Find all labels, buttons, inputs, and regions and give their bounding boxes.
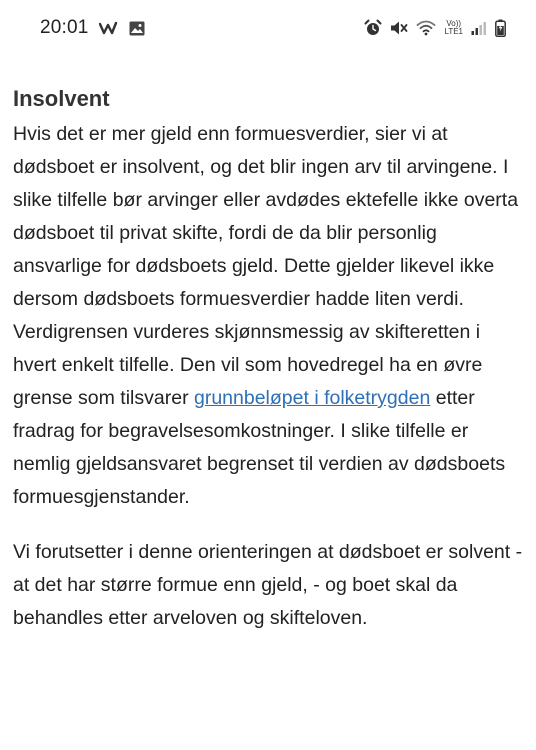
volte-label-bottom: LTE1 [444,27,463,36]
status-time: 20:01 [40,17,89,38]
grunnbelop-link[interactable]: grunnbeløpet i folketrygden [193,387,431,409]
signal-icon [471,21,487,35]
section-heading: Insolvent [13,86,110,111]
status-bar [0,0,536,56]
paragraph-insolvent [13,118,523,514]
alarm-icon [364,19,382,37]
paragraph-solvent: Vi forutsetter i denne orienteringen at dødsboet er solvent - at det har større formue enn gjeld, - og boet skal da behandles etter arveloven og skifteloven. [13,541,523,629]
volte-icon [444,20,463,36]
image-icon [129,21,145,36]
paragraph-text-before-link: Hvis det er mer gjeld enn formuesverdier, sier vi at dødsboet er insolvent, og det blir ingen arv til arvingene. I slike tilfelle bør arvinger eller avdødes ektefelle ikke overta dødsboet til privat skifte, fordi de da blir personlig ansvarlige for dødsboets gjeld. Dette gjelder likevel ikke dersom dødsboets formuesverdier hadde liten verdi. Verdigrensen vurderes skjønnsmessig av skifteretten i hvert enkelt tilfelle. Den vil som hovedregel ha en øvre grense som tilsvarer [13,123,519,409]
volte-label-top: Vo)) [446,19,462,28]
mute-icon [390,20,408,36]
status-right [364,19,506,37]
article-content [13,84,523,635]
status-left [40,17,145,39]
wifi-icon [416,20,436,36]
paragraph-text-after-link: etter fradrag for begravelsesomkostninger. I slike tilfelle er nemlig gjeldsansvaret begrenset til verdien av dødsboets formuesgjenstander. [13,387,506,508]
battery-icon [495,19,506,37]
w-app-icon [99,21,119,35]
